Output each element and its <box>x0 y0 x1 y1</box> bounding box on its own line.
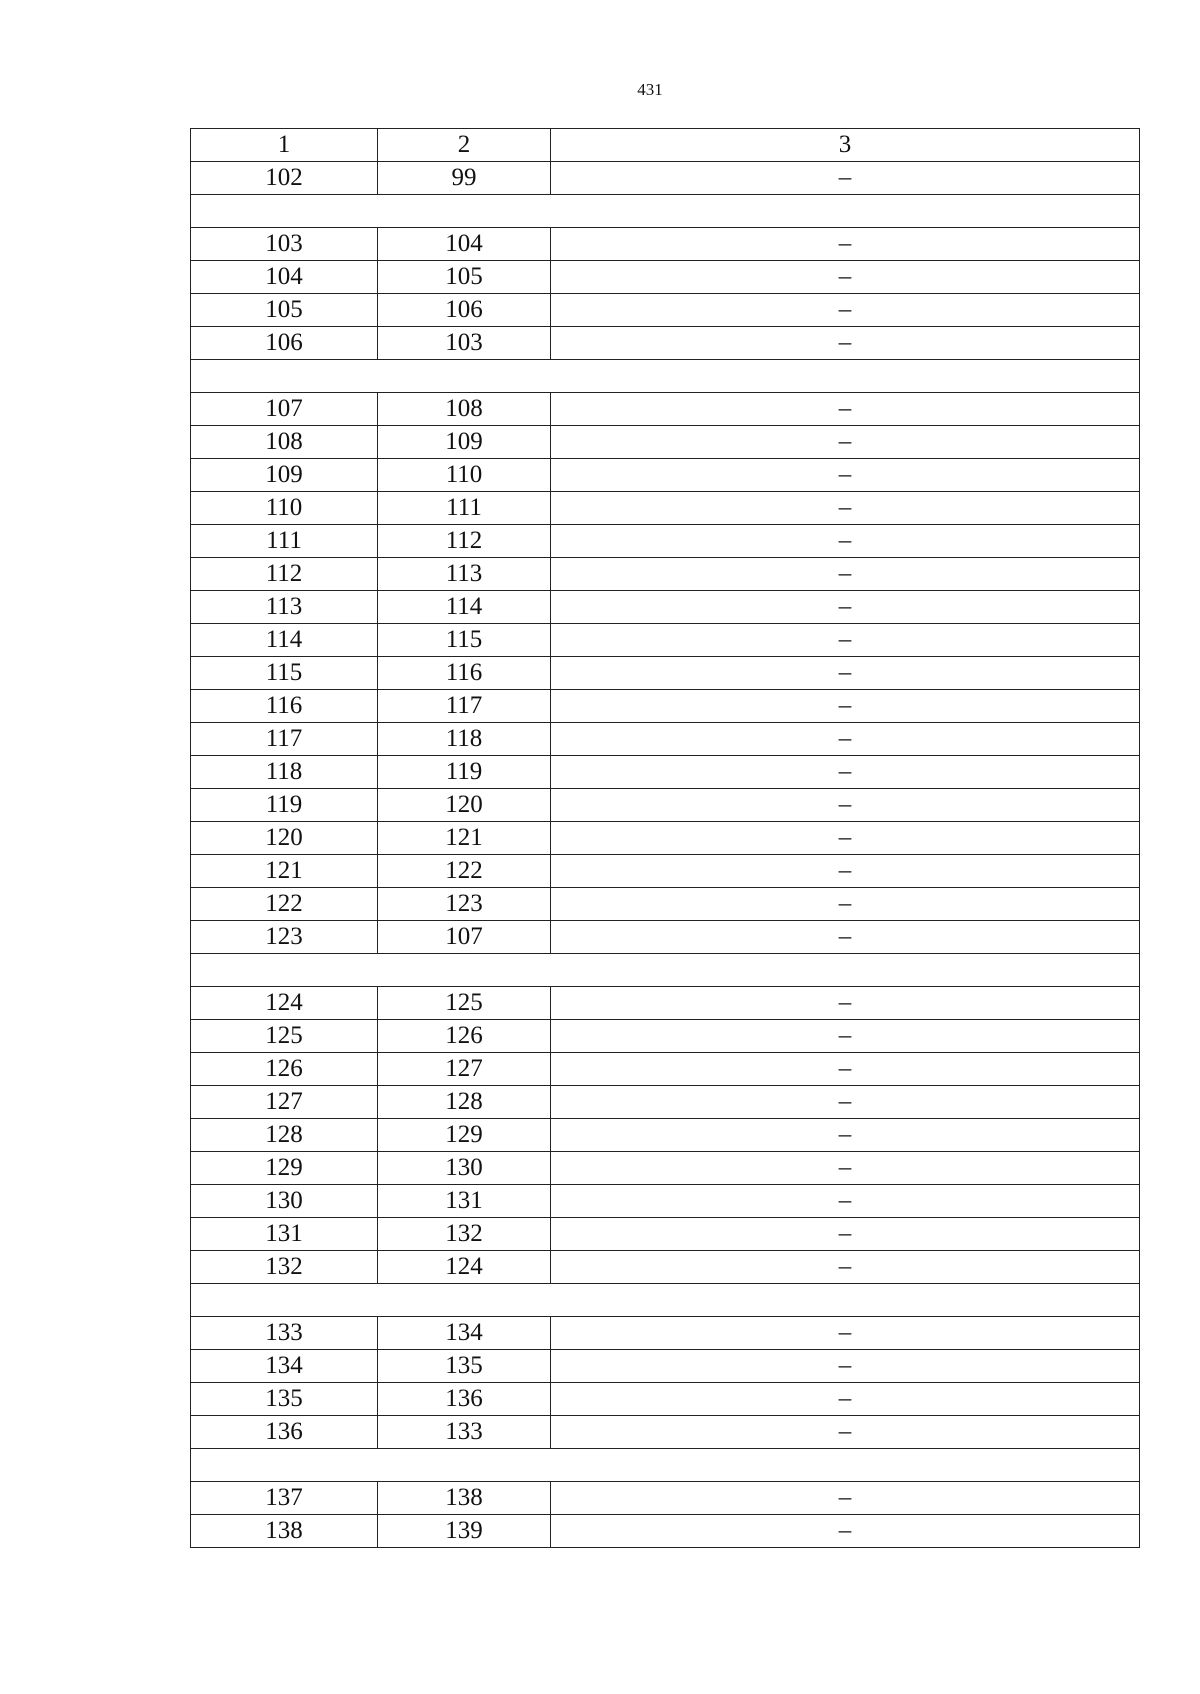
table-cell-col2: 112 <box>378 525 551 558</box>
table-cell-col3: – <box>551 228 1140 261</box>
table-cell-col2: 125 <box>378 987 551 1020</box>
table-row <box>191 987 1140 1020</box>
table-row <box>191 327 1140 360</box>
table-row <box>191 1086 1140 1119</box>
group-separator-cell <box>191 1449 1140 1482</box>
table-cell-col2: 138 <box>378 1482 551 1515</box>
group-separator-row <box>191 195 1140 228</box>
group-separator-row <box>191 1449 1140 1482</box>
table-row <box>191 1416 1140 1449</box>
table-cell-col3: – <box>551 426 1140 459</box>
table-cell-col2: 99 <box>378 162 551 195</box>
table-body <box>191 129 1140 1548</box>
table-row <box>191 624 1140 657</box>
table-cell-col2: 113 <box>378 558 551 591</box>
table-cell-col3: – <box>551 1086 1140 1119</box>
table-row <box>191 459 1140 492</box>
table-cell-col3: – <box>551 1317 1140 1350</box>
table-row <box>191 294 1140 327</box>
table-row <box>191 1119 1140 1152</box>
table-cell-col3: – <box>551 1251 1140 1284</box>
table-cell-col1: 109 <box>191 459 378 492</box>
data-table <box>190 128 1140 1548</box>
column-header-2: 2 <box>378 129 551 162</box>
group-separator-row <box>191 1284 1140 1317</box>
table-row <box>191 789 1140 822</box>
table-cell-col1: 108 <box>191 426 378 459</box>
table-cell-col3: – <box>551 162 1140 195</box>
table-cell-col1: 130 <box>191 1185 378 1218</box>
table-cell-col3: – <box>551 1515 1140 1548</box>
table-cell-col1: 127 <box>191 1086 378 1119</box>
table-cell-col1: 117 <box>191 723 378 756</box>
column-header-3: 3 <box>551 129 1140 162</box>
table-cell-col3: – <box>551 822 1140 855</box>
table-cell-col2: 122 <box>378 855 551 888</box>
table-cell-col1: 105 <box>191 294 378 327</box>
table-cell-col1: 116 <box>191 690 378 723</box>
table-row <box>191 1152 1140 1185</box>
table-cell-col3: – <box>551 525 1140 558</box>
table-cell-col1: 121 <box>191 855 378 888</box>
table-cell-col1: 128 <box>191 1119 378 1152</box>
table-cell-col1: 136 <box>191 1416 378 1449</box>
table-cell-col3: – <box>551 1350 1140 1383</box>
group-separator-cell <box>191 360 1140 393</box>
table-row <box>191 1020 1140 1053</box>
table-row <box>191 855 1140 888</box>
group-separator-row <box>191 360 1140 393</box>
table-row <box>191 921 1140 954</box>
table-cell-col2: 117 <box>378 690 551 723</box>
table-cell-col3: – <box>551 591 1140 624</box>
table-cell-col2: 132 <box>378 1218 551 1251</box>
table-cell-col3: – <box>551 690 1140 723</box>
table-cell-col2: 115 <box>378 624 551 657</box>
table-cell-col2: 126 <box>378 1020 551 1053</box>
table-row <box>191 426 1140 459</box>
table-cell-col3: – <box>551 1185 1140 1218</box>
table-cell-col1: 104 <box>191 261 378 294</box>
table-cell-col1: 119 <box>191 789 378 822</box>
table-cell-col1: 110 <box>191 492 378 525</box>
table-cell-col1: 112 <box>191 558 378 591</box>
table-cell-col1: 137 <box>191 1482 378 1515</box>
table-cell-col3: – <box>551 723 1140 756</box>
table-cell-col2: 104 <box>378 228 551 261</box>
table-cell-col1: 134 <box>191 1350 378 1383</box>
table-cell-col3: – <box>551 1020 1140 1053</box>
group-separator-row <box>191 954 1140 987</box>
table-cell-col1: 135 <box>191 1383 378 1416</box>
table-cell-col2: 110 <box>378 459 551 492</box>
table-cell-col1: 118 <box>191 756 378 789</box>
table-row <box>191 1218 1140 1251</box>
table-cell-col1: 132 <box>191 1251 378 1284</box>
table-row <box>191 723 1140 756</box>
table-row <box>191 162 1140 195</box>
table-header-row <box>191 129 1140 162</box>
table-cell-col2: 111 <box>378 492 551 525</box>
table-cell-col3: – <box>551 1152 1140 1185</box>
table-row <box>191 1350 1140 1383</box>
table-cell-col1: 126 <box>191 1053 378 1086</box>
table-cell-col1: 133 <box>191 1317 378 1350</box>
table-cell-col2: 134 <box>378 1317 551 1350</box>
table-cell-col2: 139 <box>378 1515 551 1548</box>
group-separator-cell <box>191 1284 1140 1317</box>
table-cell-col1: 113 <box>191 591 378 624</box>
table-cell-col2: 135 <box>378 1350 551 1383</box>
table-row <box>191 393 1140 426</box>
table-cell-col2: 128 <box>378 1086 551 1119</box>
table-cell-col1: 103 <box>191 228 378 261</box>
table-cell-col3: – <box>551 1416 1140 1449</box>
table-row <box>191 888 1140 921</box>
table-cell-col3: – <box>551 1482 1140 1515</box>
table-cell-col2: 114 <box>378 591 551 624</box>
table-cell-col2: 103 <box>378 327 551 360</box>
table-cell-col3: – <box>551 459 1140 492</box>
table-cell-col2: 121 <box>378 822 551 855</box>
table-row <box>191 822 1140 855</box>
table-row <box>191 1251 1140 1284</box>
table-cell-col2: 119 <box>378 756 551 789</box>
table-cell-col2: 107 <box>378 921 551 954</box>
table-cell-col3: – <box>551 558 1140 591</box>
table-cell-col3: – <box>551 855 1140 888</box>
table-cell-col1: 138 <box>191 1515 378 1548</box>
table-cell-col2: 136 <box>378 1383 551 1416</box>
table-cell-col2: 131 <box>378 1185 551 1218</box>
table-cell-col3: – <box>551 1119 1140 1152</box>
table-cell-col2: 133 <box>378 1416 551 1449</box>
table-cell-col2: 123 <box>378 888 551 921</box>
table-row <box>191 525 1140 558</box>
table-row <box>191 657 1140 690</box>
table-cell-col2: 108 <box>378 393 551 426</box>
table-cell-col1: 111 <box>191 525 378 558</box>
table-cell-col2: 129 <box>378 1119 551 1152</box>
table-cell-col2: 106 <box>378 294 551 327</box>
table-row <box>191 1482 1140 1515</box>
table-cell-col1: 120 <box>191 822 378 855</box>
table-row <box>191 1515 1140 1548</box>
table-cell-col1: 122 <box>191 888 378 921</box>
table-cell-col3: – <box>551 888 1140 921</box>
table-cell-col2: 127 <box>378 1053 551 1086</box>
table-row <box>191 591 1140 624</box>
table-cell-col1: 107 <box>191 393 378 426</box>
table-cell-col2: 105 <box>378 261 551 294</box>
table-cell-col1: 102 <box>191 162 378 195</box>
table-cell-col1: 115 <box>191 657 378 690</box>
table-cell-col3: – <box>551 1218 1140 1251</box>
table-cell-col1: 124 <box>191 987 378 1020</box>
table-row <box>191 1317 1140 1350</box>
table-cell-col3: – <box>551 657 1140 690</box>
column-header-1: 1 <box>191 129 378 162</box>
table-cell-col2: 118 <box>378 723 551 756</box>
table-row <box>191 1185 1140 1218</box>
table-cell-col3: – <box>551 294 1140 327</box>
table-cell-col3: – <box>551 987 1140 1020</box>
table-cell-col1: 106 <box>191 327 378 360</box>
table-cell-col3: – <box>551 1053 1140 1086</box>
table-cell-col3: – <box>551 624 1140 657</box>
table-cell-col3: – <box>551 756 1140 789</box>
table-cell-col2: 116 <box>378 657 551 690</box>
table-cell-col2: 124 <box>378 1251 551 1284</box>
table-row <box>191 1053 1140 1086</box>
table-cell-col2: 120 <box>378 789 551 822</box>
table-cell-col3: – <box>551 393 1140 426</box>
table-row <box>191 690 1140 723</box>
table-row <box>191 261 1140 294</box>
group-separator-cell <box>191 195 1140 228</box>
table-row <box>191 558 1140 591</box>
table-row <box>191 228 1140 261</box>
table-cell-col3: – <box>551 789 1140 822</box>
page-number: 431 <box>637 80 663 99</box>
table-cell-col1: 129 <box>191 1152 378 1185</box>
table-cell-col1: 131 <box>191 1218 378 1251</box>
table-cell-col2: 109 <box>378 426 551 459</box>
table-row <box>191 1383 1140 1416</box>
table-cell-col1: 123 <box>191 921 378 954</box>
data-table-container <box>190 128 1140 1548</box>
table-row <box>191 492 1140 525</box>
table-cell-col3: – <box>551 921 1140 954</box>
table-cell-col1: 114 <box>191 624 378 657</box>
group-separator-cell <box>191 954 1140 987</box>
table-cell-col3: – <box>551 327 1140 360</box>
table-cell-col3: – <box>551 492 1140 525</box>
table-cell-col3: – <box>551 1383 1140 1416</box>
table-cell-col3: – <box>551 261 1140 294</box>
table-row <box>191 756 1140 789</box>
table-cell-col2: 130 <box>378 1152 551 1185</box>
table-cell-col1: 125 <box>191 1020 378 1053</box>
